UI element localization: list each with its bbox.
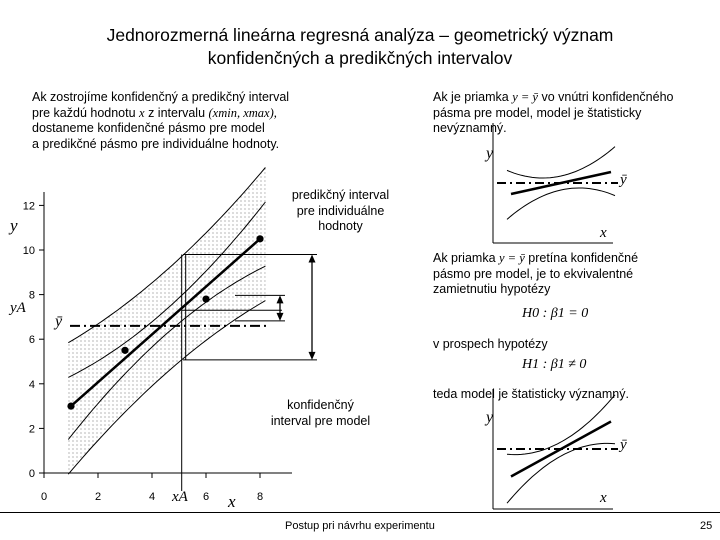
right-mid-line-3: zamietnutiu hypotézy bbox=[433, 282, 551, 296]
x-symbol: x bbox=[228, 492, 236, 511]
ybar-label: ȳ bbox=[55, 313, 63, 330]
footer-rule bbox=[0, 512, 720, 513]
small-bottom-y-label: y bbox=[486, 409, 494, 426]
y-tick-label: 8 bbox=[28, 289, 35, 302]
footer-title: Postup pri návrhu experimentu bbox=[285, 520, 435, 532]
conf-line-1: konfidenčný bbox=[287, 398, 354, 412]
x-tick-label: 2 bbox=[94, 491, 102, 503]
small-top-x-label: x bbox=[600, 225, 607, 241]
right-top-line-2: pásma pre model, model je štatisticky bbox=[433, 105, 642, 120]
small-top-band-upper bbox=[507, 147, 615, 178]
right-mid-line-5: teda model je štatisticky významný. bbox=[433, 387, 629, 401]
right-top-line-3: nevýznamný. bbox=[433, 121, 507, 135]
right-mid-line-4: v prospech hypotézy bbox=[433, 337, 548, 351]
title-line-1: Jednorozmerná lineárna regresná analýza – geometrický význam bbox=[106, 25, 614, 45]
title-line-2: konfidenčných a predikčných intervalov bbox=[207, 48, 513, 68]
small-bottom-band-lower bbox=[507, 443, 615, 503]
small-bottom-x-label: x bbox=[600, 490, 607, 506]
x-tick-label: 8 bbox=[256, 491, 264, 503]
data-point bbox=[67, 403, 74, 410]
left-line-2-pre: pre každú hodnotu bbox=[32, 105, 140, 120]
x-tick-label: 6 bbox=[202, 491, 210, 503]
small-bottom-ybar-label: ȳ bbox=[620, 437, 627, 453]
data-point bbox=[256, 235, 263, 242]
confidence-interval-annotation bbox=[258, 398, 383, 429]
left-line-1: Ak zostrojíme konfidenčný a predikčný interval bbox=[32, 90, 290, 104]
left-line-2-x: x bbox=[139, 105, 145, 120]
hypothesis-h0: H0 : β1 = 0 bbox=[522, 306, 589, 321]
small-charts bbox=[493, 123, 618, 509]
right-top-post: vo vnútri konfidenčného bbox=[537, 90, 674, 104]
right-mid-line-2: pásmo pre model, je to ekvivalentné bbox=[433, 266, 634, 281]
pred-line-2: pre individuálne bbox=[296, 203, 385, 218]
small-bottom-band-upper bbox=[507, 395, 615, 455]
pred-line-3: hodnoty bbox=[318, 219, 363, 233]
small-top-ybar-label: ȳ bbox=[620, 172, 627, 188]
y-a-label: yA bbox=[10, 300, 26, 316]
confidence-arrow-head-bottom bbox=[277, 313, 284, 321]
x-a-label: xA bbox=[172, 489, 188, 505]
pred-line-1: predikčný interval bbox=[291, 188, 390, 202]
small-top-band-lower bbox=[507, 188, 615, 219]
right-mid-pre: Ak priamka bbox=[433, 251, 499, 265]
data-point bbox=[121, 347, 128, 354]
y-tick-label: 4 bbox=[28, 378, 35, 391]
prediction-arrow-head-top bbox=[309, 254, 316, 262]
right-top-pre: Ak je priamka bbox=[433, 90, 513, 104]
left-line-2-mid: z intervalu bbox=[144, 105, 209, 120]
main-y-axis-symbol: y bbox=[10, 216, 18, 235]
x-tick-label: 4 bbox=[148, 491, 156, 503]
left-line-3: dostaneme konfidenčné pásmo pre model bbox=[32, 121, 265, 135]
right-top-eq: y = ȳ bbox=[512, 90, 538, 104]
confidence-arrow-head-top bbox=[277, 295, 284, 303]
y-tick-label: 10 bbox=[22, 245, 35, 257]
right-mid-post: pretína konfidenčné bbox=[524, 251, 639, 265]
left-line-4: a predikčné pásmo pre individuálne hodnoty. bbox=[32, 136, 280, 151]
hypothesis-h1: H1 : β1 ≠ 0 bbox=[522, 357, 587, 372]
y-tick-label: 2 bbox=[28, 423, 35, 436]
mark-layer bbox=[67, 235, 263, 409]
page-number: 25 bbox=[700, 520, 713, 532]
data-point bbox=[202, 295, 209, 302]
conf-line-2: interval pre model bbox=[270, 413, 371, 428]
small-top-y-label: y bbox=[486, 145, 494, 162]
prediction-arrow-head-bottom bbox=[309, 352, 316, 360]
y-tick-label: 0 bbox=[28, 468, 35, 480]
y-tick-label: 12 bbox=[22, 200, 35, 213]
x-tick-label: 0 bbox=[40, 491, 48, 503]
y-tick-label: 6 bbox=[28, 334, 35, 347]
right-mid-eq: y = ȳ bbox=[499, 251, 525, 265]
left-line-2-interval: (xmin, xmax), bbox=[208, 105, 277, 120]
prediction-interval-annotation bbox=[278, 188, 403, 235]
